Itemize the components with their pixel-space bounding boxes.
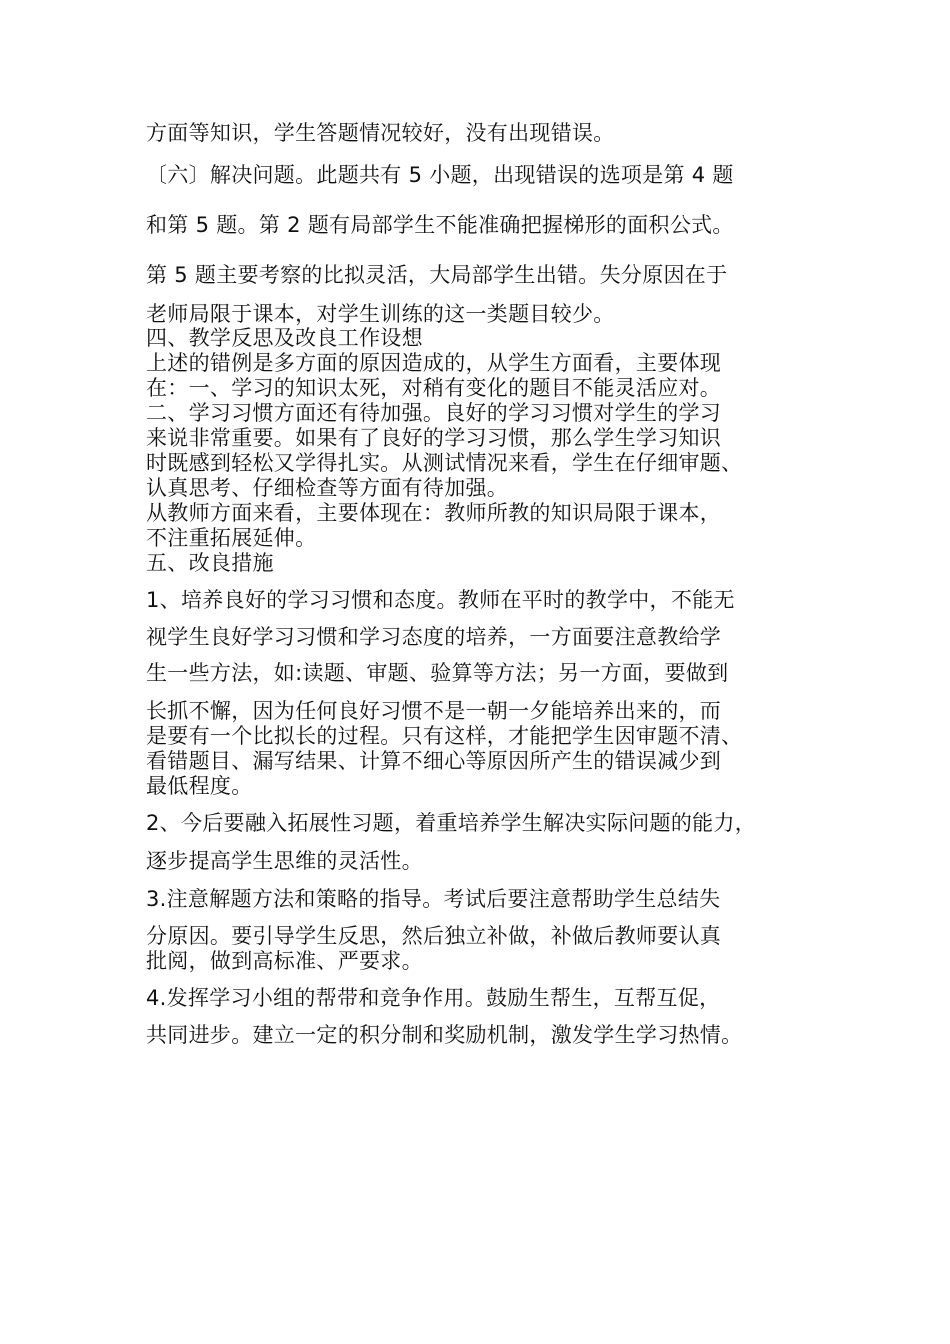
text-line: 二、学习习惯方面还有待加强。良好的学习习惯对学生的学习 [146,401,722,425]
text-line: 1、培养良好的学习习惯和态度。教师在平时的教学中，不能无 [146,588,735,612]
text-line: 方面等知识，学生答题情况较好，没有出现错误。 [146,121,615,145]
text-line: 4.发挥学习小组的帮带和竞争作用。鼓励生帮生，互帮互促， [146,986,721,1010]
text-line: 老师局限于课本，对学生训练的这一类题目较少。 [146,302,615,326]
text-line: 在：一、学习的知识太死，对稍有变化的题目不能灵活应对。 [146,376,722,400]
text-line: 生一些方法，如:读题、审题、验算等方法；另一方面，要做到 [146,661,729,685]
text-line: 共同进步。建立一定的积分制和奖励机制，激发学生学习热情。 [146,1023,743,1047]
text-line: 最低程度。 [146,774,253,798]
text-line: 是要有一个比拟长的过程。只有这样，才能把学生因审题不清、 [146,724,743,748]
text-line: 分原因。要引导学生反思，然后独立补做，补做后教师要认真 [146,924,722,948]
text-line: 不注重拓展延伸。 [146,526,317,550]
text-line: 〔六〕解决问题。此题共有 5 小题，出现错误的选项是第 4 题 [146,163,734,187]
text-line: 2、今后要融入拓展性习题，着重培养学生解决实际问题的能力， [146,811,757,835]
section-heading: 五、改良措施 [146,551,274,575]
text-line: 来说非常重要。如果有了良好的学习习惯，那么学生学习知识 [146,426,722,450]
text-line: 3.注意解题方法和策略的指导。考试后要注意帮助学生总结失 [146,887,721,911]
section-heading: 四、教学反思及改良工作设想 [146,326,423,350]
text-line: 和第 5 题。第 2 题有局部学生不能准确把握梯形的面积公式。 [146,213,734,237]
text-line: 认真思考、仔细检查等方面有待加强。 [146,476,509,500]
text-line: 时既感到轻松又学得扎实。从测试情况来看，学生在仔细审题、 [146,451,743,475]
text-line: 从教师方面来看，主要体现在：教师所教的知识局限于课本， [146,501,722,525]
text-line: 看错题目、漏写结果、计算不细心等原因所产生的错误减少到 [146,749,722,773]
text-line: 第 5 题主要考察的比拟灵活，大局部学生出错。失分原因在于 [146,263,728,287]
text-line: 视学生良好学习习惯和学习态度的培养，一方面要注意教给学 [146,625,722,649]
text-line: 长抓不懈，因为任何良好习惯不是一朝一夕能培养出来的，而 [146,699,722,723]
text-line: 逐步提高学生思维的灵活性。 [146,849,423,873]
text-line: 上述的错例是多方面的原因造成的，从学生方面看，主要体现 [146,351,722,375]
text-line: 批阅，做到高标准、严要求。 [146,949,423,973]
